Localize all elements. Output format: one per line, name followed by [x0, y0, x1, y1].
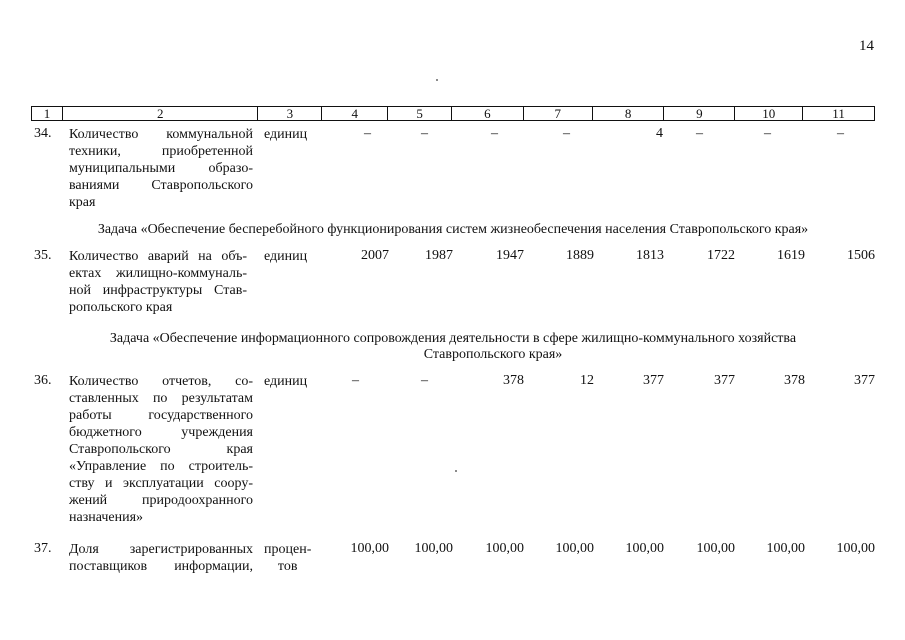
- value-cell: 1889: [566, 248, 594, 263]
- value-cell: –: [421, 126, 428, 141]
- value-cell: –: [491, 126, 498, 141]
- task-heading-line: Задача «Обеспечение информационного сопровождения деятельности в сфере жилищно-коммунального хозяйства: [109, 331, 797, 346]
- header-cell-8: 8: [593, 107, 665, 120]
- page-number: 14: [859, 38, 874, 54]
- row-number: 35.: [34, 248, 52, 263]
- task-heading-line: Задача «Обеспечение бесперебойного функционирования систем жизнеобеспечения населения Ставропольского края»: [97, 222, 809, 237]
- value-cell: 1506: [847, 248, 875, 263]
- name-line: техники, приобретенной: [69, 144, 253, 159]
- value-cell: 100,00: [625, 541, 664, 556]
- indicator-name: [69, 126, 253, 211]
- header-cell-9: 9: [664, 107, 735, 120]
- value-cell: 100,00: [485, 541, 524, 556]
- value-cell: 1619: [777, 248, 805, 263]
- value-cell: 100,00: [696, 541, 735, 556]
- name-line: ной инфраструктуры Став-: [69, 283, 247, 298]
- header-cell-7: 7: [524, 107, 593, 120]
- value-cell: 100,00: [555, 541, 594, 556]
- table-header-row: [31, 106, 875, 121]
- header-cell-11: 11: [832, 106, 845, 121]
- unit-cell: [264, 248, 307, 265]
- value-cell: 2007: [361, 248, 389, 263]
- value-cell: –: [764, 126, 771, 141]
- indicator-name: [69, 248, 247, 316]
- value-cell: 100,00: [414, 541, 453, 556]
- value-cell: 12: [580, 373, 594, 388]
- value-cell: 1987: [425, 248, 453, 263]
- row-number: 36.: [34, 373, 52, 388]
- row-number: 34.: [34, 126, 52, 141]
- task-heading: [31, 331, 875, 363]
- value-cell: 100,00: [350, 541, 389, 556]
- name-line: жений природоохранного: [69, 493, 253, 508]
- header-cell-5: 5: [388, 107, 452, 120]
- name-line: ству и эксплуатации соору-: [69, 476, 253, 491]
- value-cell: 378: [784, 373, 805, 388]
- unit-text: единиц: [264, 249, 308, 264]
- scan-speck: [436, 79, 438, 81]
- name-line: Количество аварий на объ-: [69, 249, 247, 264]
- task-heading-line: Ставропольского края»: [423, 347, 563, 362]
- name-line: Количество отчетов, со-: [69, 374, 253, 389]
- name-line: Ставропольского края: [69, 442, 253, 457]
- header-cell-10: 10: [735, 107, 803, 120]
- value-cell: 378: [503, 373, 524, 388]
- unit-cell: [264, 126, 307, 143]
- name-line: бюджетного учреждения: [69, 425, 253, 440]
- value-cell: –: [352, 373, 359, 388]
- name-line: муниципальными образо-: [69, 161, 253, 176]
- value-cell: 1947: [496, 248, 524, 263]
- name-line: ставленных по результатам: [69, 391, 253, 406]
- header-cell-3: 3: [258, 107, 322, 120]
- header-cell-4: 4: [322, 107, 388, 120]
- value-cell: –: [696, 126, 703, 141]
- name-line: Доля зарегистрированных: [69, 542, 253, 557]
- name-line: ектах жилищно-коммуналь-: [69, 266, 247, 281]
- header-cell-6: 6: [452, 107, 524, 120]
- unit-text: единиц: [264, 374, 308, 389]
- name-line: ропольского края: [69, 300, 173, 315]
- unit-text: процен-: [264, 542, 312, 557]
- unit-text: единиц: [264, 127, 308, 142]
- name-line: ваниями Ставропольского: [69, 178, 253, 193]
- value-cell: 1722: [707, 248, 735, 263]
- name-line: работы государственного: [69, 408, 253, 423]
- unit-text: тов: [277, 559, 298, 574]
- header-cell-1: 1: [32, 107, 63, 120]
- value-cell: –: [421, 373, 428, 388]
- value-cell: 377: [854, 373, 875, 388]
- value-cell: –: [837, 126, 844, 141]
- value-cell: 377: [714, 373, 735, 388]
- name-line: Количество коммунальной: [69, 127, 253, 142]
- name-line: края: [69, 195, 96, 210]
- name-line: назначения»: [69, 510, 144, 525]
- name-line: «Управление по строитель-: [69, 459, 253, 474]
- value-cell: –: [563, 126, 570, 141]
- value-cell: 100,00: [836, 541, 875, 556]
- value-cell: 4: [656, 126, 663, 141]
- value-cell: 1813: [636, 248, 664, 263]
- task-heading: [31, 222, 875, 238]
- value-cell: 377: [643, 373, 664, 388]
- indicator-name: [69, 541, 253, 575]
- header-cell-2: 2: [63, 107, 259, 120]
- scan-speck: [455, 470, 457, 472]
- unit-cell: [264, 541, 311, 575]
- row-number: 37.: [34, 541, 52, 556]
- value-cell: 100,00: [766, 541, 805, 556]
- value-cell: –: [364, 126, 371, 141]
- indicator-name: [69, 373, 253, 526]
- name-line: поставщиков информации,: [69, 559, 253, 574]
